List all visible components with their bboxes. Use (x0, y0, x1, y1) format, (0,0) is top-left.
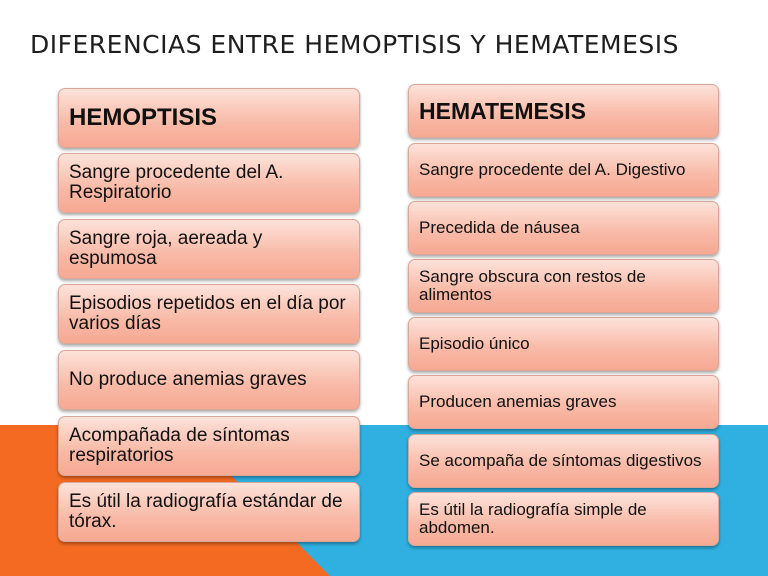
hemoptisis-item: Episodios repetidos en el día por varios días (58, 284, 360, 344)
hemoptisis-item: Es útil la radiografía estándar de tórax. (58, 482, 360, 542)
hemoptisis-item: No produce anemias graves (58, 350, 360, 410)
hematemesis-item: Es útil la radiografía simple de abdomen. (408, 492, 719, 546)
hematemesis-header: HEMATEMESIS (408, 84, 719, 138)
hematemesis-item: Sangre obscura con restos de alimentos (408, 259, 719, 313)
hematemesis-item: Se acompaña de síntomas digestivos (408, 434, 719, 488)
hematemesis-item: Sangre procedente del A. Digestivo (408, 143, 719, 197)
hemoptisis-item: Acompañada de síntomas respiratorios (58, 416, 360, 476)
hematemesis-item: Episodio único (408, 317, 719, 371)
hemoptisis-item: Sangre procedente del A. Respiratorio (58, 153, 360, 213)
hemoptisis-item: Sangre roja, aereada y espumosa (58, 219, 360, 279)
hemoptisis-header: HEMOPTISIS (58, 88, 360, 148)
hematemesis-item: Precedida de náusea (408, 201, 719, 255)
slide-title: DIFERENCIAS ENTRE HEMOPTISIS Y HEMATEMESIS (30, 30, 680, 59)
hematemesis-item: Producen anemias graves (408, 375, 719, 429)
